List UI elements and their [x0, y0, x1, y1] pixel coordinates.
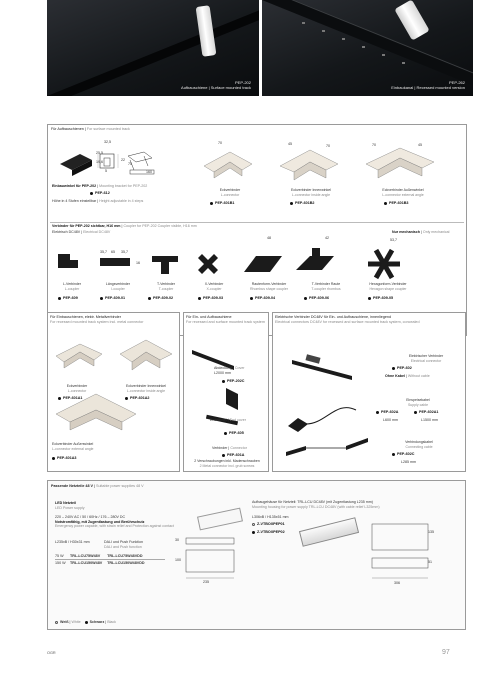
no-cable-note: Ohne Kabel | Without cable: [385, 374, 430, 378]
dim-label: 45: [418, 143, 422, 147]
black-color-dot: [368, 297, 371, 300]
spot-lamp: [394, 0, 429, 41]
led-dot: [322, 30, 325, 32]
coupler-label: Rautenform-Verbinder Rhombus shape coupler: [250, 282, 288, 291]
dim-label: 100: [175, 558, 181, 562]
black-color-dot: [414, 411, 417, 414]
dim-label: 25,5: [96, 151, 103, 155]
housing-label: Aufbaugehäuse für Netzteil: TRL-LCU DC48V (mit Zugentlastung L235 mm) Mounting housing for power supply TRL-LCU DC48V (with cable relief L325mm): [252, 500, 380, 509]
dim-label: 16: [136, 261, 140, 265]
supply-length: L600 mm: [383, 418, 398, 422]
code-pep-609-04: PEP-609-04: [250, 296, 275, 301]
section-title: Für Einbauschienen, elektr. Metallverbinder For recessed mounted track system incl. metal connector: [50, 315, 144, 324]
code-pep-602a1: PEP-602A1: [414, 410, 438, 415]
code-pep-601a1: PEP-601A1: [58, 396, 82, 401]
led-dot: [382, 54, 385, 56]
code-pep-601a3: PEP-601A3: [52, 456, 76, 461]
black-color-dot: [250, 297, 253, 300]
coupler-label: L-Verbinder L-coupler: [62, 282, 82, 291]
photo-caption: [181, 80, 251, 90]
l-connector-inside-drawing: [276, 140, 346, 186]
code-pep-202c: PEP-202C: [222, 379, 244, 384]
code-pep-609-03: PEP-609-03: [198, 296, 223, 301]
photo-caption: [391, 80, 465, 90]
housing-dimension-drawing: [362, 516, 442, 592]
supply-cable-label: Einspeisekabel Supply cable: [406, 398, 430, 407]
dim-label: 306: [394, 581, 400, 585]
dim-label: 70: [372, 143, 376, 147]
coupler-label: Längsverbinder I-coupler: [105, 282, 131, 291]
section-title: Für Ein- und Aufbauschiene For recessed and surface mounted track system: [186, 315, 265, 324]
code-pep-609-01: PEP-609-01: [100, 296, 125, 301]
psu-row: 150 W TRL-LCU150W48V TRL-LCU150W48VDD: [55, 561, 145, 565]
dim-label: 32,5: [104, 140, 111, 144]
black-color-dot: [376, 411, 379, 414]
black-color-dot: [52, 457, 55, 460]
recessed-inside-label: Eckverbinder Innenwinkel L-connector inside angle: [126, 384, 166, 393]
code-z-vtboxpep02: Z-VTBOXPEP02: [252, 530, 285, 535]
code-z-vtboxpep01: Z-VTBOXPEP01: [252, 522, 285, 527]
dim-label: 65: [111, 250, 115, 254]
code-pep-609: PEP-609: [58, 296, 78, 301]
code-pep-601b2: PEP-601B2: [290, 201, 314, 206]
code-pep-601a: PEP-601A: [222, 453, 244, 458]
black-color-dot: [222, 380, 225, 383]
black-color-dot: [125, 397, 128, 400]
led-psu-label: LED Netzteil LED Power supply: [55, 501, 85, 510]
dim-label: 48: [267, 236, 271, 240]
black-color-dot: [304, 297, 307, 300]
code-pep-609-05: PEP-609-05: [368, 296, 393, 301]
code-pep-601a2: PEP-601A2: [125, 396, 149, 401]
photo-surface-track: [47, 0, 259, 96]
code-pep-601b1: PEP-601B1: [210, 201, 234, 206]
coupler-label: T-Verbinder T-coupler: [156, 282, 176, 291]
housing-dimensions: L306xB / H135x51 mm: [252, 515, 289, 519]
black-color-dot: [58, 297, 61, 300]
color-legend: Weiß | White Schwarz | Black: [55, 620, 116, 625]
dim-label: 75: [128, 162, 132, 166]
code-pep-602a: PEP-602A: [376, 410, 398, 415]
cover-drawings: [186, 332, 268, 442]
coupler-shapes: [48, 242, 468, 282]
black-color-dot: [100, 297, 103, 300]
dim-label: 53,7: [390, 238, 397, 242]
l-connector-label: Eckverbinder L-connector: [219, 188, 241, 197]
electrical-connector-label: Elektrischer Verbinder Electrical connector: [408, 354, 444, 363]
connecting-cable-label: Verbindungskabel Connecting cable: [405, 440, 433, 449]
black-color-dot: [384, 202, 387, 205]
black-color-dot: [222, 454, 225, 457]
photo-recessed-track: [262, 0, 473, 96]
black-color-dot: [290, 202, 293, 205]
code-pep-609-06: PEP-609-06: [304, 296, 329, 301]
divider: [50, 222, 464, 223]
white-color-dot: [252, 523, 255, 526]
dim-label: 135: [428, 530, 434, 534]
led-dot: [402, 62, 405, 64]
code-pep-602: PEP-602: [392, 366, 412, 371]
coupler-label: T-Verbinder Raute T-coupler rhombus: [311, 282, 341, 291]
black-color-dot: [210, 202, 213, 205]
black-color-dot: [392, 453, 395, 456]
l-connector-drawing: [200, 142, 260, 186]
led-dot: [362, 46, 365, 48]
supply-length: L1500 mm: [421, 418, 438, 422]
l-connector-external-label: Eckverbinder Außenwinkel L-connector external angle: [382, 188, 424, 197]
coupler-title: Verbinder für PEP-202 sichtbar, H16 mm | Coupler for PEP-202 Coupler visible, H16 mm: [52, 224, 197, 228]
led-dot: [342, 38, 345, 40]
black-color-dot: [224, 432, 227, 435]
dim-label: 42: [325, 236, 329, 240]
dali-label: DALI und Push Funktion DALI and Push function: [104, 540, 143, 549]
code-pep-605: PEP-605: [224, 431, 244, 436]
caption-text: Einbaukanal | Recessed mounted version: [391, 84, 465, 90]
page-number: 97: [442, 649, 450, 656]
dim-label: 70: [218, 141, 222, 145]
cover-label: Abdeckung | Cover L2000 mm: [214, 366, 245, 375]
caption-code: PEP-202: [234, 79, 251, 85]
connector-label: Verbinder | Connector: [212, 446, 247, 450]
black-color-dot: [85, 621, 88, 624]
psu-specs: 220 – 240V AC / 50 / 60Hz / 176 – 280V DC Notstromfähig, mit Zugentlastung und Berührschutz Emergency power capable, with strain relief and Protection against contact: [55, 515, 174, 529]
dim-label: 235: [203, 580, 209, 584]
psu-dimension-drawing: [180, 534, 240, 584]
psu-dimensions: L235xB / H30x31 mm: [55, 540, 90, 544]
dim-label: 22: [121, 158, 125, 162]
mount-label: Einbauwinkel für PEP-202 | Mounting bracket for PEP-202: [52, 184, 148, 188]
coupler-label: Hexagonform-Verbinder Hexagon shape coupler: [369, 282, 407, 291]
coupler-mechanical: Nur mechanisch | Only mechanical: [392, 230, 450, 234]
dim-label: 30: [175, 538, 179, 542]
black-color-dot: [252, 531, 255, 534]
caption-text: Aufbauschiene | Surface mounted track: [181, 84, 251, 90]
section-title: Passende Netzteile 48 V | Suitable power supplies 48 V: [51, 484, 144, 488]
link-length: L285 mm: [401, 460, 416, 464]
caption-code: PEP-262: [448, 79, 465, 85]
l-connector-inside-label: Eckverbinder Innenwinkel L-connector inside angle: [291, 188, 331, 197]
black-color-dot: [90, 192, 93, 195]
psu-row: 75 W TRL-LCU75W48V TRL-LCU75W48VDD: [55, 554, 143, 558]
led-dot: [302, 22, 305, 24]
black-color-dot: [148, 297, 151, 300]
coupler-sub: Elektrisch DC48V | Electrical DC48V: [52, 230, 111, 234]
connector-note: 2 Verschraubungen inkl. Madenschrauben 2 Metal connector incl. grub screws: [194, 459, 260, 468]
recessed-l-label: Eckverbinder L-connector: [66, 384, 88, 393]
dim-label: 35,7: [121, 250, 128, 254]
code-pep-609-02: PEP-609-02: [148, 296, 173, 301]
section-title: Elektrische Verbinder DC48V für Ein- und Aufbauschiene, innenliegend Electrical connectors DC48V for recessed and surface mounted track system, concealed: [275, 315, 420, 324]
height-note: Höhe in 4 Stufen einstellbar | Height adjustable in 4 steps: [52, 199, 144, 203]
footer-brand: OGR: [47, 651, 56, 655]
dim-label: 51: [428, 560, 432, 564]
dim-label: 35,7: [100, 250, 107, 254]
code-pep-601b3: PEP-601B3: [384, 201, 408, 206]
black-color-dot: [58, 397, 61, 400]
mounting-bracket-drawing: [58, 142, 158, 182]
code-pep-612: PEP-612: [90, 191, 110, 196]
black-color-dot: [392, 367, 395, 370]
dim-label: 160: [146, 170, 152, 174]
dim-label: 19,6: [96, 160, 103, 164]
section-title: Für Aufbauschienen | For surface mounted track: [51, 127, 130, 131]
dim-label: 5: [105, 169, 107, 173]
dim-label: 45: [288, 142, 292, 146]
white-color-dot: [55, 621, 58, 624]
black-color-dot: [198, 297, 201, 300]
dim-label: 70: [326, 144, 330, 148]
coupler-label: X-Verbinder X-coupler: [204, 282, 224, 291]
end-cover-label: Enddeckel | End cover: [210, 418, 246, 422]
code-pep-602c: PEP-602C: [392, 452, 414, 457]
recessed-external-label: Eckverbinder Außenwinkel L-connector external angle: [52, 442, 94, 451]
